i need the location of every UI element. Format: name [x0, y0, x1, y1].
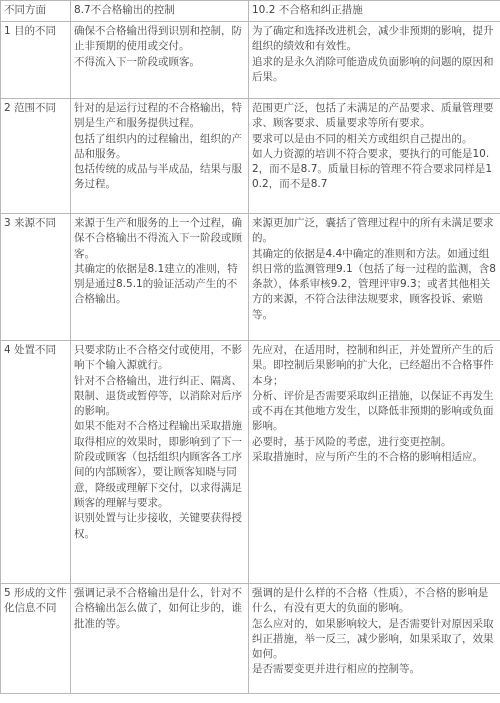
- cell-10-2: [249, 99, 500, 214]
- cell-8-7: [71, 22, 249, 99]
- table-row: [1, 584, 500, 694]
- aspect-cell: 3 来源不同: [1, 214, 71, 341]
- paragraph: 其确定的依据是4.4中确定的准则和方法。如通过组织日常的监测管理9.1（包括了每一过程的监测，含8条款），体系审核9.2，管理评审9.3；或者其他相关方的来源，不符合法律法规要求，顾客投诉、索赔等。: [252, 247, 496, 321]
- paragraph: 怎么应对的，如果影响较大，是否需要针对原因采取纠正措施，举一反三，减少影响，如果采取了，效果如何。: [252, 617, 494, 661]
- paragraph: 针对的是运行过程的不合格输出，特别是生产和服务提供过程。: [74, 102, 242, 130]
- cell-10-2: [249, 22, 500, 99]
- aspect-cell: 5 形成的文件化信息不同: [1, 584, 71, 694]
- aspect-cell: 2 范围不同: [1, 99, 71, 214]
- paragraph: 采取措施时，应与所产生的不合格的影响相适应。: [252, 451, 483, 464]
- paragraph: 分析、评价是否需要采取纠正措施，以保证不再发生或不再在其他地方发生，以降低非预期的影响或负面影响。: [252, 389, 494, 433]
- cell-8-7: [71, 214, 249, 341]
- table-row: [1, 341, 500, 584]
- paragraph: 其确定的依据是8.1建立的准则，特别是通过8.5.1的验证活动产生的不合格输出。: [74, 262, 238, 306]
- cell-8-7: [71, 584, 249, 694]
- paragraph: 范围更广泛，包括了未满足的产品要求、质量管理要求、顾客要求、质量要求等所有要求。: [252, 102, 494, 130]
- cell-8-7: [71, 341, 249, 584]
- paragraph: 追求的是永久消除可能造成负面影响的问题的原因和后果。: [252, 55, 494, 83]
- paragraph: 如人力资源的培训不符合要求，要执行的可能是10.2，而不是8.7。质量目标的管理不符合要求同样是10.2，而不是8.7: [252, 147, 493, 191]
- table-row: [1, 22, 500, 99]
- paragraph: 只要求防止不合格交付或使用，不影响下个输入源就行。: [74, 344, 242, 372]
- paragraph: 必要时，基于风险的考虑，进行变更控制。: [252, 435, 452, 448]
- paragraph: 来源于生产和服务的上一个过程，确保不合格输出不得流入下一阶段或顾客。: [74, 217, 242, 260]
- paragraph: 包括传统的成品与半成品，结果与服务过程。: [74, 163, 242, 191]
- header-row: [1, 1, 500, 22]
- paragraph: 识别处置与让步接收，关键要获得授权。: [74, 512, 242, 540]
- cell-10-2: [249, 214, 500, 341]
- paragraph: 为了确定和选择改进机会，减少非预期的影响，提升组织的绩效和有效性。: [252, 25, 494, 53]
- header-nonconforming-output: 8.7不合格输出的控制: [71, 1, 249, 22]
- paragraph: 针对不合格输出，进行纠正、隔离、限制、退货或暂停等，以消除对后序的影响。: [74, 374, 242, 418]
- table-row: [1, 99, 500, 214]
- paragraph: 来源更加广泛，囊括了管理过程中的所有未满足要求的。: [252, 217, 494, 245]
- cell-10-2: [249, 584, 500, 694]
- paragraph: 包括了组织内的过程输出，组织的产品和服务。: [74, 132, 242, 160]
- table-row: [1, 214, 500, 341]
- paragraph: 强调记录不合格输出是什么，针对不合格输出怎么做了，如何让步的，谁批准的等。: [74, 587, 242, 630]
- cell-8-7: [71, 99, 249, 214]
- paragraph: 先应对，在适用时，控制和纠正，并处置所产生的后果。即控制后果影响的扩大化，已经超出不合格事件本身；: [252, 344, 494, 387]
- paragraph: 不得流入下一阶段或顾客。: [74, 55, 200, 68]
- paragraph: 强调的是什么样的不合格（性质），不合格的影响是什么，有没有更大的负面的影响。: [252, 587, 489, 615]
- header-corrective-action: 10.2 不合格和纠正措施: [249, 1, 500, 22]
- paragraph: 如果不能对不合格过程输出采取措施取得相应的效果时，即影响到了下一阶段或顾客（包括组织内顾客各工序间的内部顾客），要让顾客知晓与同意，降级或理解下交付，以求得满足顾客的理解与要求。: [74, 420, 242, 509]
- paragraph: 确保不合格输出得到识别和控制，防止非预期的使用或交付。: [74, 25, 242, 53]
- cell-10-2: [249, 341, 500, 584]
- paragraph: 要求可以是由不同的相关方或组织自己提出的。: [252, 132, 473, 145]
- header-aspect: 不同方面: [1, 1, 71, 22]
- paragraph: 是否需要变更并进行相应的控制等。: [252, 663, 420, 676]
- aspect-cell: 4 处置不同: [1, 341, 71, 584]
- aspect-cell: 1 目的不同: [1, 22, 71, 99]
